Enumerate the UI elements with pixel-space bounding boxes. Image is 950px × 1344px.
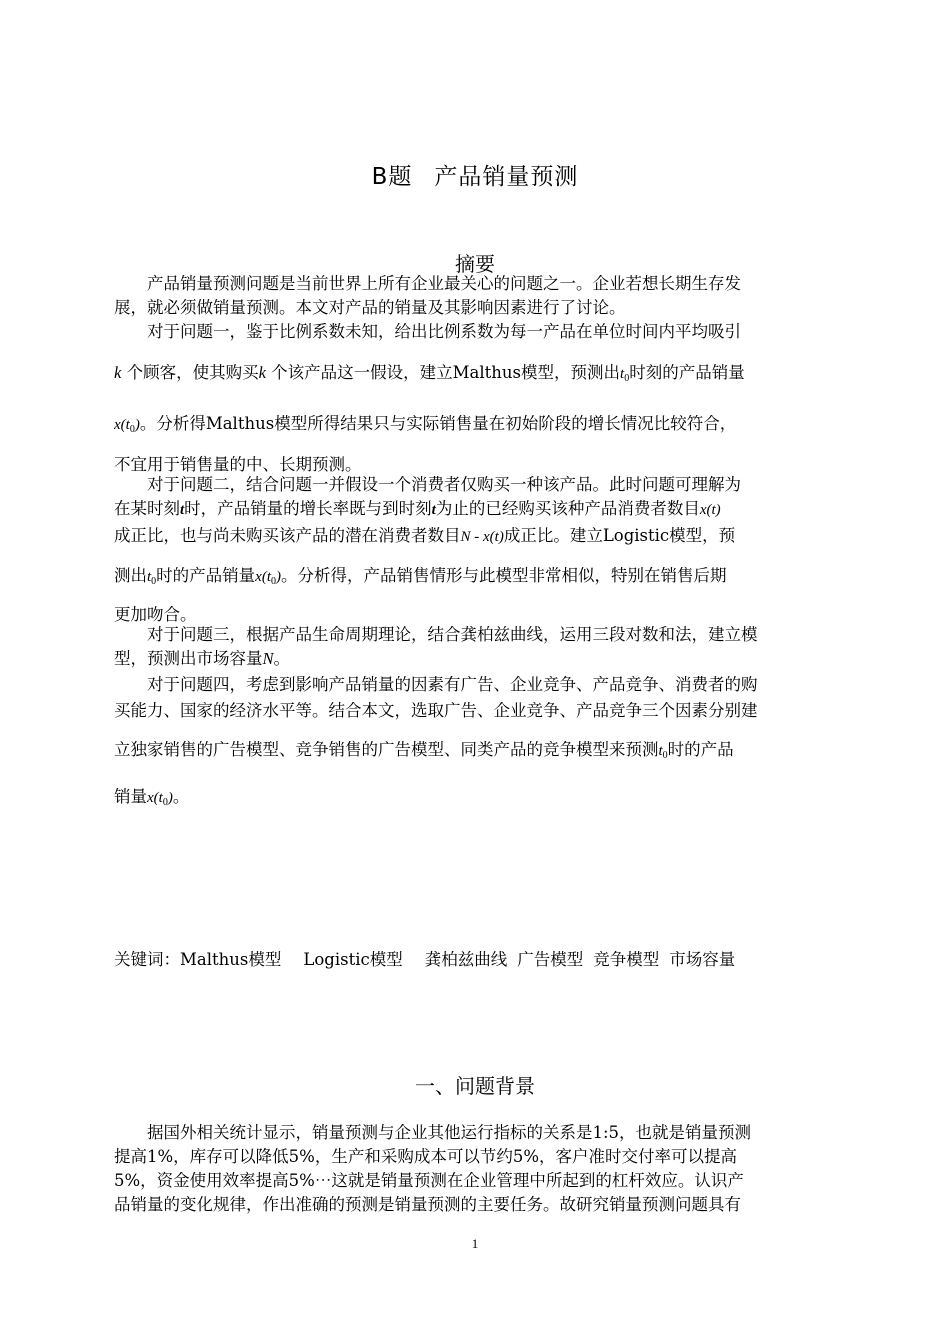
- text-segment: 在某时刻: [114, 499, 180, 518]
- text-line: 对于问题三，根据产品生命周期理论，结合龚柏兹曲线，运用三段对数和法，建立模: [147, 625, 758, 644]
- math-subscript: 0: [129, 424, 135, 435]
- math-n-minus-x: N - x(t): [460, 529, 504, 545]
- math-t: t: [147, 569, 152, 585]
- text-line: 提高1%，库存可以降低5%，生产和采购成本可以节约5%，客户准时交付率可以提高: [114, 1147, 738, 1166]
- text-segment: 测出: [114, 566, 147, 585]
- text-line: 对于问题四，考虑到影响产品销量的因素有广告、企业竞争、产品竞争、消费者的购: [147, 675, 758, 694]
- keywords-line: [114, 946, 735, 970]
- section-heading: 一、问题背景: [415, 1074, 535, 1098]
- math-subscript: 0: [162, 797, 168, 808]
- abstract-paragraph-5: [114, 673, 838, 825]
- text-line: [114, 647, 838, 671]
- text-line: [114, 497, 838, 521]
- page-title: [0, 158, 950, 191]
- text-segment: 。分析得Malthus模型所得结果只与实际销售量在初始阶段的增长情况比较符合，: [139, 414, 737, 433]
- math-k: k: [114, 363, 122, 382]
- text-line: [114, 727, 838, 785]
- text-segment: 销量: [114, 787, 147, 806]
- math-subscript: 0: [271, 576, 276, 587]
- text-segment: 时，产品销量的增长率既与到时刻: [184, 499, 432, 518]
- text-line: 不宜用于销售量的中、长期预测。: [114, 455, 362, 474]
- text-line: [114, 396, 838, 448]
- text-line: 对于问题二，结合问题一并假设一个消费者仅购买一种该产品。此时问题可理解为: [147, 475, 741, 494]
- keyword-item: 市场容量: [669, 950, 736, 969]
- text-segment: 时刻的产品销量: [629, 363, 745, 382]
- math-paren: ): [276, 569, 281, 585]
- text-line: 产品销量预测问题是当前世界上所有企业最关心的问题之一。企业若想长期生存发: [147, 274, 741, 293]
- page-number: 1: [471, 1236, 479, 1251]
- text-segment: 成正比，也与尚未购买该产品的潜在消费者数目: [114, 526, 461, 545]
- abstract-heading: 摘要: [455, 252, 495, 276]
- math-t: t: [180, 502, 185, 518]
- title-text: 产品销量预测: [434, 164, 579, 190]
- text-segment: 。: [273, 649, 291, 668]
- math-paren: ): [167, 790, 173, 806]
- keywords-label: 关键词：: [114, 950, 180, 969]
- math-k: k: [258, 363, 266, 382]
- math-t: t: [658, 743, 663, 759]
- text-line: [114, 521, 838, 551]
- keyword-item: 广告模型: [517, 950, 584, 969]
- math-subscript: 0: [624, 373, 630, 384]
- math-x-t: x(t: [114, 417, 130, 433]
- title-problem-label: B题: [371, 164, 413, 190]
- text-line: 展，就必须做销量预测。本文对产品的销量及其影响因素进行了讨论。: [114, 298, 626, 317]
- text-segment: 成正比。建立Logistic模型，预: [503, 526, 736, 545]
- text-segment: 个该产品这一假设，建立Malthus模型，预测出: [265, 363, 621, 382]
- text-segment: 型，预测出市场容量: [114, 649, 263, 668]
- abstract-paragraph-4: [114, 623, 838, 671]
- text-line: [114, 344, 838, 396]
- math-subscript: 0: [151, 576, 157, 587]
- keyword-item: 竞争模型: [593, 950, 660, 969]
- math-n: N: [262, 649, 274, 668]
- text-line: [114, 785, 838, 825]
- text-segment: 为止的已经购买该种产品消费者数目: [435, 499, 700, 518]
- text-line: 买能力、国家的经济水平等。结合本文，选取广告、企业竞争、产品竞争三个因素分别建: [114, 701, 758, 720]
- math-x-t: x(t): [699, 502, 721, 518]
- text-line: 5%，资金使用效率提高5%⋯这就是销量预测在企业管理中所起到的杠杆效应。认识产: [114, 1171, 744, 1190]
- text-segment: 个顾客，使其购买: [121, 363, 259, 382]
- text-line: 品销量的变化规律，作出准确的预测是销量预测的主要任务。故研究销量预测问题具有: [114, 1195, 741, 1214]
- text-line: [114, 551, 838, 595]
- math-subscript: 0: [662, 750, 668, 761]
- text-line: 据国外相关统计显示，销量预测与企业其他运行指标的关系是1:5，也就是销量预测: [147, 1123, 752, 1142]
- math-paren: ): [134, 417, 140, 433]
- abstract-paragraph-1: [114, 272, 838, 320]
- text-segment: 立独家销售的广告模型、竞争销售的广告模型、同类产品的竞争模型来预测: [114, 740, 659, 759]
- text-segment: 时的产品销量: [156, 566, 256, 585]
- section-paragraph: [114, 1121, 838, 1217]
- text-line: 对于问题一，鉴于比例系数未知，给出比例系数为每一产品在单位时间内平均吸引: [147, 322, 741, 341]
- math-x-t: x(t: [147, 790, 163, 806]
- text-segment: 时的产品: [667, 740, 734, 759]
- keyword-item: 龚柏兹曲线: [424, 950, 508, 969]
- text-segment: 。: [172, 787, 190, 806]
- math-t: t: [431, 502, 436, 518]
- text-line: 更加吻合。: [114, 605, 197, 624]
- keyword-item: Logistic模型: [303, 950, 403, 969]
- abstract-paragraph-3: [114, 473, 838, 629]
- abstract-paragraph-2: [114, 320, 838, 482]
- math-t: t: [620, 366, 625, 382]
- math-x-t: x(t: [255, 569, 271, 585]
- text-segment: 。分析得，产品销售情形与此模型非常相似，特别在销售后期: [281, 566, 727, 585]
- keyword-item: Malthus模型: [180, 950, 282, 969]
